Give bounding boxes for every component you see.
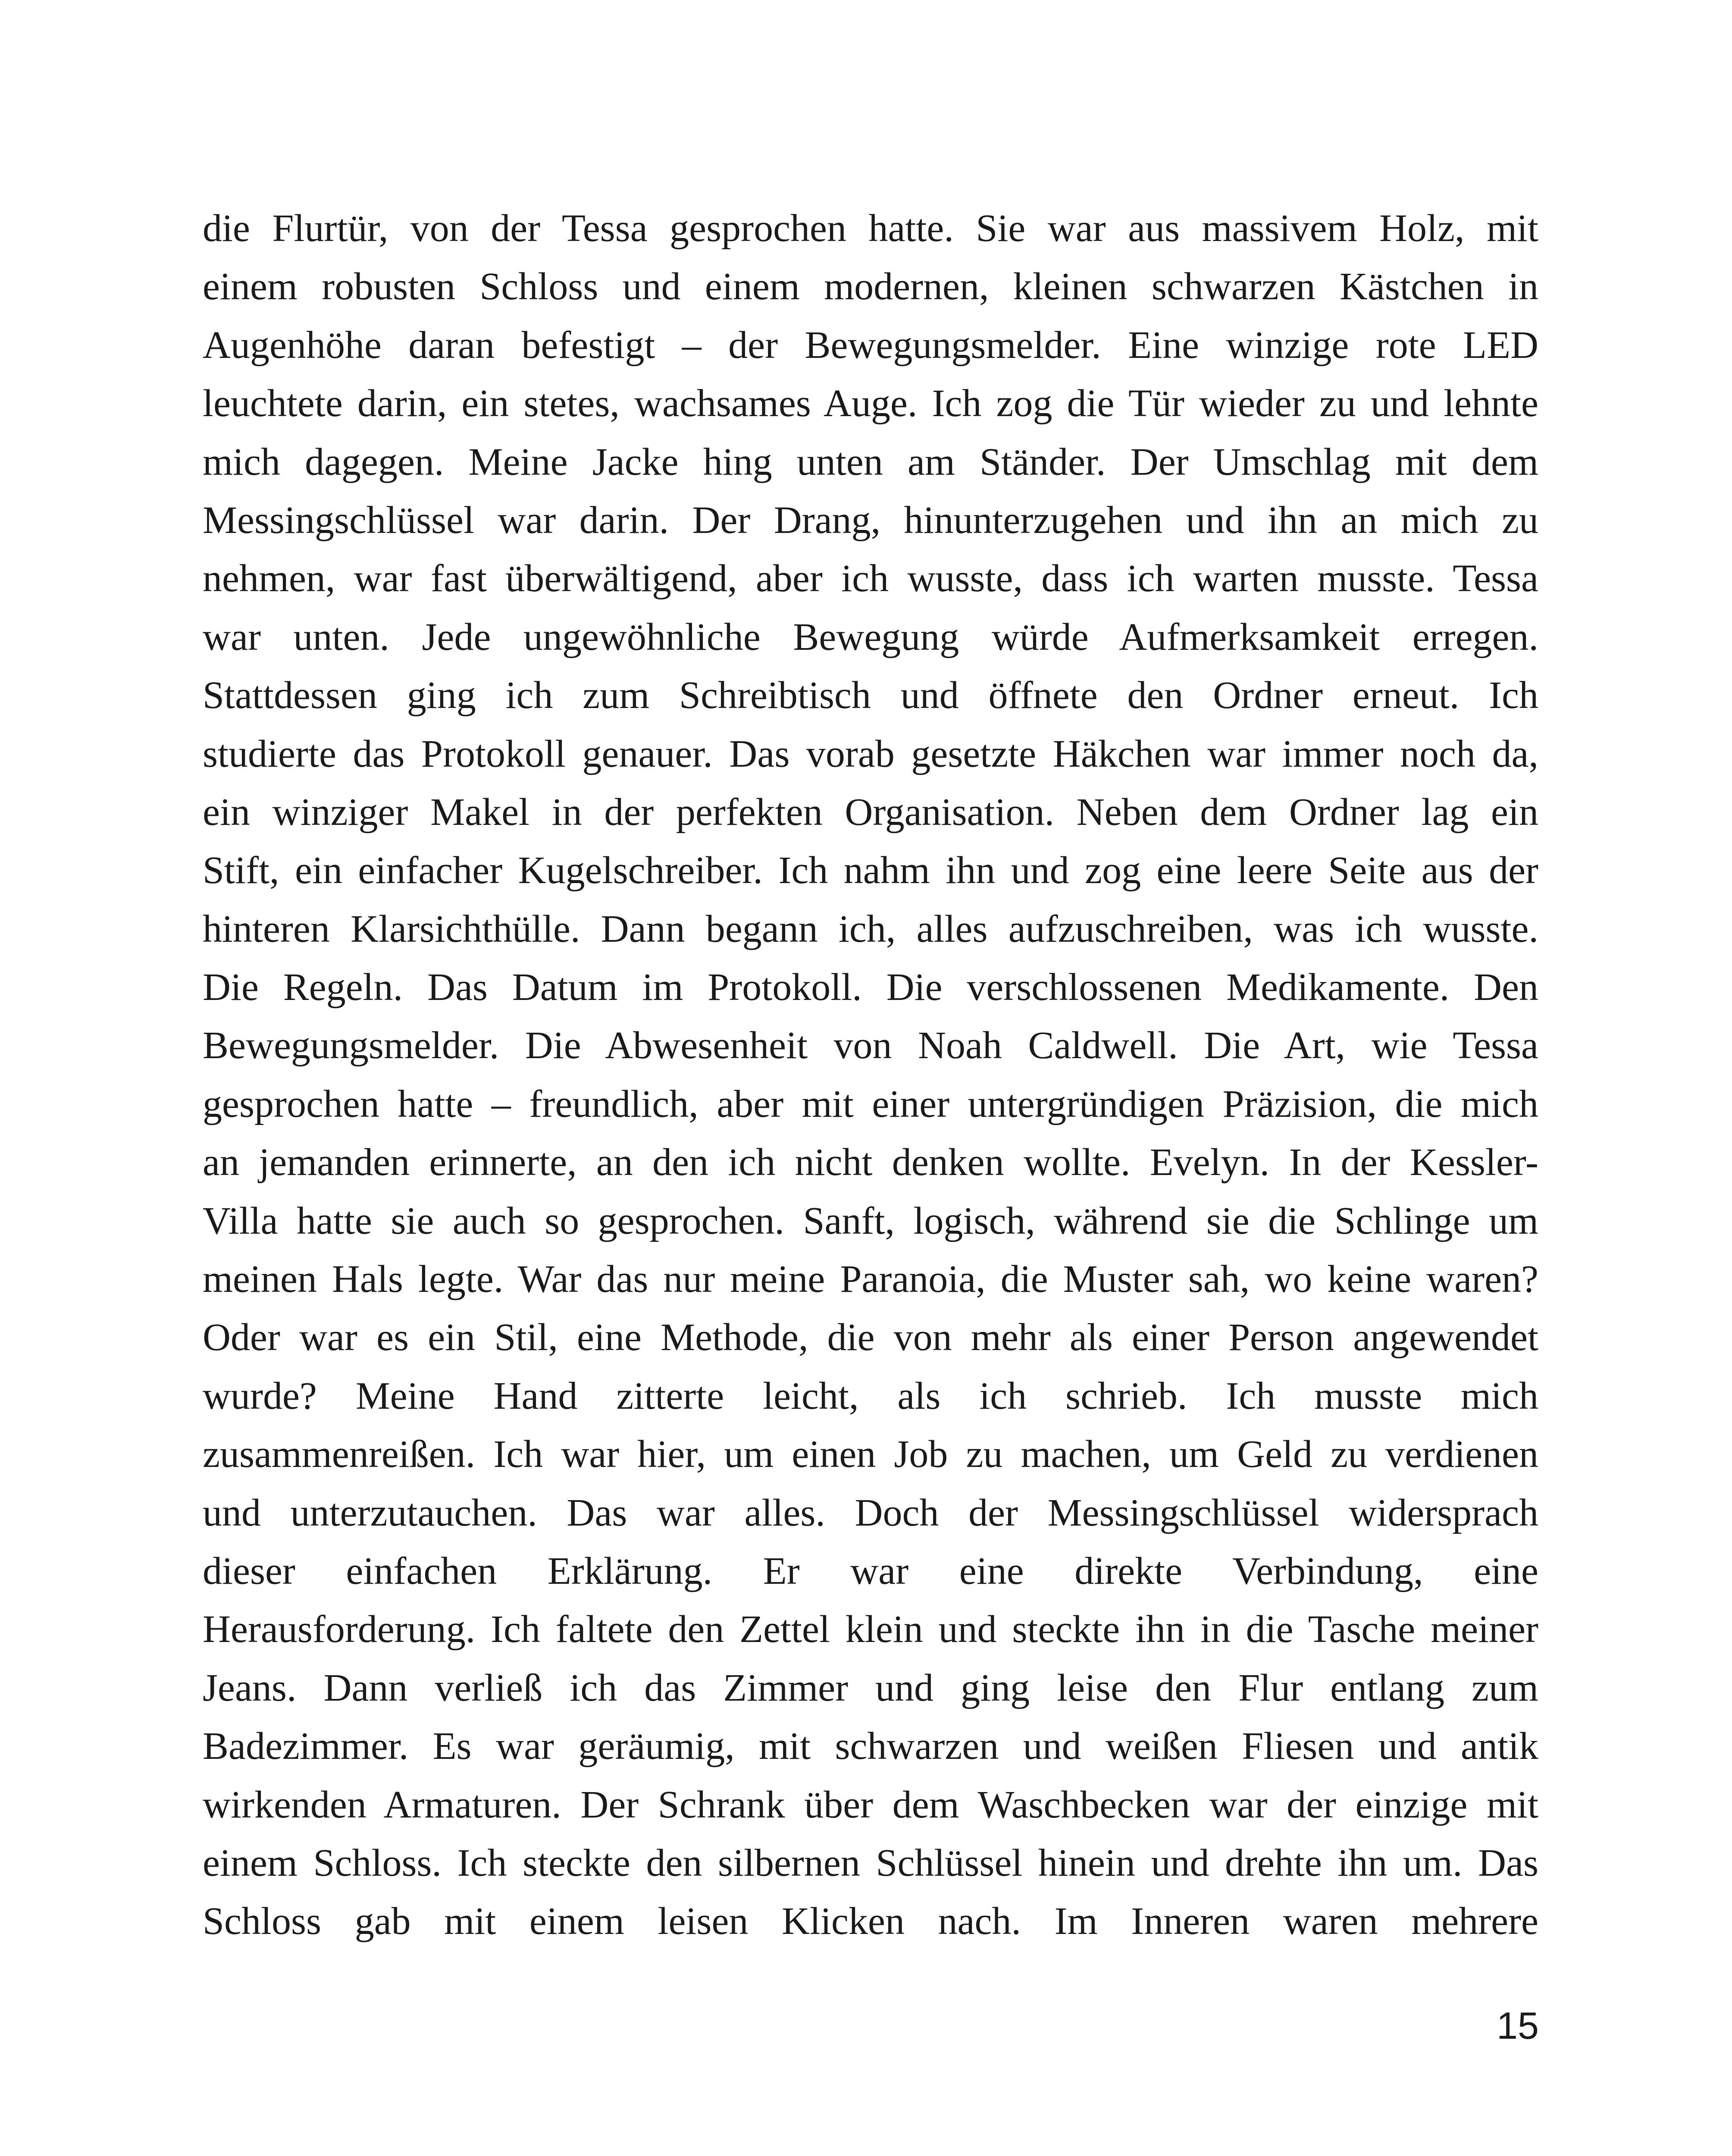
text-line: einem Schloss. Ich steckte den silbernen Schlüssel hinein und drehte ihn um. Das — [203, 1841, 1538, 1884]
text-line: Badezimmer. Es war geräumig, mit schwarzen und weißen Fliesen und antik — [203, 1725, 1538, 1768]
text-line: nehmen, war fast überwältigend, aber ich wusste, dass ich warten musste. Tessa — [203, 557, 1538, 600]
text-line: Augenhöhe daran befestigt – der Bewegungsmelder. Eine winzige rote LED — [203, 323, 1538, 367]
body-text — [203, 199, 1538, 1951]
text-line: wirkenden Armaturen. Der Schrank über dem Waschbecken war der einzige mit — [203, 1783, 1538, 1826]
text-line: hinteren Klarsichthülle. Dann begann ich, alles aufzuschreiben, was ich wusste. — [203, 907, 1538, 950]
page-number: 15 — [1497, 2004, 1539, 2047]
text-line: Bewegungsmelder. Die Abwesenheit von Noah Caldwell. Die Art, wie Tessa — [203, 1024, 1538, 1067]
text-line: dieser einfachen Erklärung. Er war eine direkte Verbindung, eine — [203, 1549, 1538, 1592]
text-line: Schloss gab mit einem leisen Klicken nach. Im Inneren waren mehrere — [203, 1900, 1538, 1943]
text-line: zusammenreißen. Ich war hier, um einen Job zu machen, um Geld zu verdienen — [203, 1433, 1538, 1476]
text-line: war unten. Jede ungewöhnliche Bewegung würde Aufmerksamkeit erregen. — [203, 615, 1538, 658]
text-line: Die Regeln. Das Datum im Protokoll. Die verschlossenen Medikamente. Den — [203, 966, 1538, 1009]
text-line: studierte das Protokoll genauer. Das vorab gesetzte Häkchen war immer noch da, — [203, 732, 1538, 775]
text-line: einem robusten Schloss und einem modernen, kleinen schwarzen Kästchen in — [203, 265, 1538, 308]
text-line: meinen Hals legte. War das nur meine Paranoia, die Muster sah, wo keine waren? — [203, 1258, 1538, 1301]
text-line: Messingschlüssel war darin. Der Drang, hinunterzugehen und ihn an mich zu — [203, 498, 1538, 542]
text-line: an jemanden erinnerte, an den ich nicht denken wollte. Evelyn. In der Kessler- — [203, 1141, 1538, 1184]
text-line: gesprochen hatte – freundlich, aber mit einer untergründigen Präzision, die mich — [203, 1082, 1538, 1125]
text-line: Oder war es ein Stil, eine Methode, die von mehr als einer Person angewendet — [203, 1316, 1538, 1359]
text-line: Jeans. Dann verließ ich das Zimmer und ging leise den Flur entlang zum — [203, 1666, 1538, 1709]
text-line: Stattdessen ging ich zum Schreibtisch und öffnete den Ordner erneut. Ich — [203, 674, 1538, 717]
text-line: die Flurtür, von der Tessa gesprochen hatte. Sie war aus massivem Holz, mit — [203, 207, 1538, 250]
text-line: mich dagegen. Meine Jacke hing unten am Ständer. Der Umschlag mit dem — [203, 440, 1538, 483]
text-line: Villa hatte sie auch so gesprochen. Sanft, logisch, während sie die Schlinge um — [203, 1199, 1538, 1242]
text-line: und unterzutauchen. Das war alles. Doch der Messingschlüssel widersprach — [203, 1491, 1538, 1534]
text-line: ein winziger Makel in der perfekten Organisation. Neben dem Ordner lag ein — [203, 790, 1538, 834]
text-line: Herausforderung. Ich faltete den Zettel klein und steckte ihn in die Tasche meiner — [203, 1608, 1538, 1651]
text-line: Stift, ein einfacher Kugelschreiber. Ich nahm ihn und zog eine leere Seite aus der — [203, 849, 1538, 892]
text-line: leuchtete darin, ein stetes, wachsames Auge. Ich zog die Tür wieder zu und lehnte — [203, 382, 1538, 425]
text-line: wurde? Meine Hand zitterte leicht, als ich schrieb. Ich musste mich — [203, 1374, 1538, 1417]
